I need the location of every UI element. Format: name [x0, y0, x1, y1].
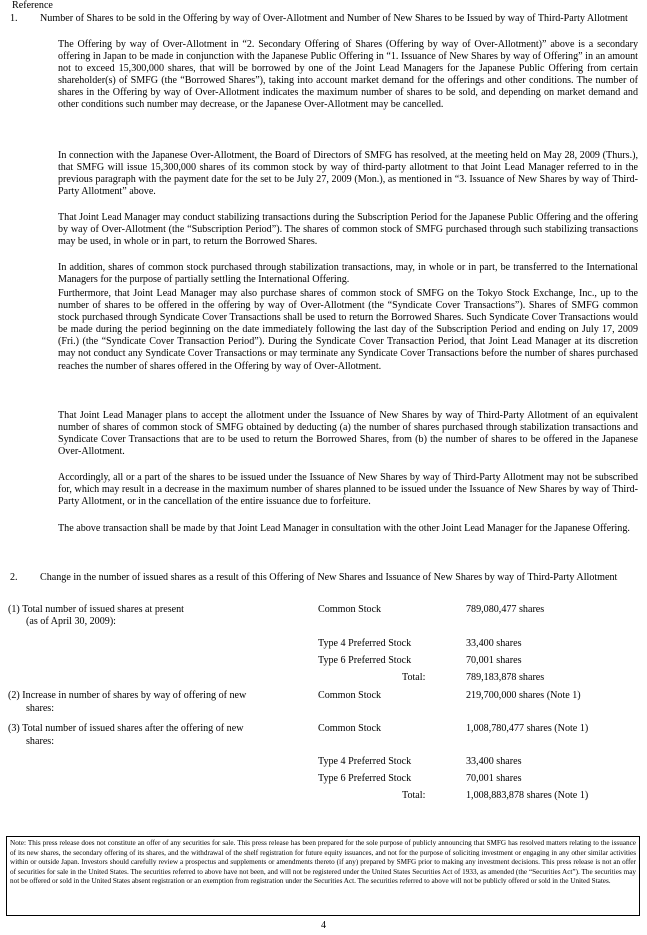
section-1-number: 1.: [10, 13, 18, 24]
reference-heading: Reference: [12, 0, 53, 11]
share-count: 789,080,477 shares: [466, 604, 545, 615]
table-row: [0, 723, 647, 737]
stock-type: Type 6 Preferred Stock: [318, 655, 412, 666]
section-1-paragraph: The Offering by way of Over-Allotment in “2. Secondary Offering of Shares (Offering by way of Over-Allotment)” above is a secondary offering in Japan to be made in conjunction with the Japanese Public Offering in “1. Issuance of New Shares by way of Offering” in an amount not to exceed 15,300,000 shares, that will be borrowed by one of the Joint Lead Managers for the Japanese Public Offering from certain shareholder(s) of SMFG (the “Borrowed Shares”), taking into account market demand for the offerings and other conditions. The number of shares in the Offering by way of Over-Allotment indicates the maximum number of shares to be sold, and depending on market demand and other conditions such number may decrease, or the Japanese Over-Allotment may be cancelled.: [58, 39, 638, 111]
table-row: [0, 638, 647, 652]
table-row: [0, 703, 647, 717]
row-label: (as of April 30, 2009):: [26, 616, 116, 627]
stock-type: Type 4 Preferred Stock: [318, 638, 412, 649]
share-count: 70,001 shares: [466, 773, 522, 784]
table-row: [0, 655, 647, 669]
page-number: 4: [320, 920, 327, 931]
table-row: [0, 773, 647, 787]
table-row: [0, 690, 647, 704]
section-1-paragraph: That Joint Lead Manager may conduct stabilizing transactions during the Subscription Period for the Japanese Public Offering and the offering by way of Over-Allotment (the “Subscription Period”). The shares of common stock of SMFG purchased through such stabilizing transactions may be used, in whole or in part, to return the Borrowed Shares.: [58, 212, 638, 248]
stock-type: Common Stock: [318, 604, 382, 615]
table-row: [0, 790, 647, 804]
table-row: [0, 672, 647, 686]
section-1-paragraph: The above transaction shall be made by that Joint Lead Manager in consultation with the other Joint Lead Manager for the Japanese Offering.: [58, 523, 630, 534]
share-count: 70,001 shares: [466, 655, 522, 666]
stock-type: Type 4 Preferred Stock: [318, 756, 412, 767]
section-1-title: Number of Shares to be sold in the Offering by way of Over-Allotment and Number of New Shares to be Issued by way of Third-Party Allotment: [40, 13, 628, 24]
table-row: [0, 736, 647, 750]
disclaimer-note: Note: This press release does not constitute an offer of any securities for sale. This press release has been prepared for the sole purpose of publicly announcing that SMFG has resolved matters relating to the issuance of its new shares, the secondary offering of its shares, and the withdrawal of the shelf registration for future equity issuances, and not for the purpose of soliciting investment or engaging in any other similar activities within or outside Japan. Investors should carefully review a prospectus and supplements or amendments thereto (if any) prepared by SMFG prior to making any investment decisions. This press release is not an offer of securities for sale in the United States. The securities referred to above have not been, and will not be registered under the United States Securities Act of 1933, as amended (the “Securities Act”). The securities may not be offered or sold in the United States absent registration or an exemption from registration under the Securities Act. The securities referred to above will not be publicly offered or sold in the United States.: [6, 836, 640, 916]
share-count: 1,008,883,878 shares (Note 1): [466, 790, 589, 801]
share-count: 219,700,000 shares (Note 1): [466, 690, 581, 701]
section-2-title: Change in the number of issued shares as a result of this Offering of New Shares and Issuance of New Shares by way of Third-Party Allotment: [40, 572, 618, 583]
section-1-paragraph: Accordingly, all or a part of the shares to be issued under the Issuance of New Shares by way of Third-Party Allotment may not be subscribed for, which may result in a decrease in the maximum number of shares planned to be issued under the Issuance of New Shares by way of Third-Party Allotment, or in the cancellation of the entire issuance due to forfeiture.: [58, 472, 638, 508]
table-row: [0, 616, 647, 630]
share-count: 33,400 shares: [466, 638, 522, 649]
section-1-paragraph: Furthermore, that Joint Lead Manager may also purchase shares of common stock of SMFG on the Tokyo Stock Exchange, Inc., up to the number of shares to be offered in the offering by way of Over-Allotment (the “Syndicate Cover Transactions”). Shares of SMFG common stock purchased through Syndicate Cover Transactions shall be used to return the Borrowed Shares. Such Syndicate Cover Transactions would be made during the period beginning on the date immediately following the last day of the Subscription Period and ending on July 17, 2009 (Fri.) (the “Syndicate Cover Transaction Period”). During the Syndicate Cover Transaction Period, that Joint Lead Manager at its discretion may not conduct any Syndicate Cover Transactions or may terminate any Syndicate Cover Transactions before the number of shares purchased reaches the number of shares offered in the Offering by way of Over-Allotment.: [58, 288, 638, 372]
section-1-paragraph: That Joint Lead Manager plans to accept the allotment under the Issuance of New Shares by way of Third-Party Allotment of an equivalent number of shares of common stock of SMFG obtained by deducting (a) the number of shares purchased through stabilization transactions and Syndicate Cover Transactions that are to be used to return the Borrowed Shares, from (b) the number of shares to be offered in the Japanese Over-Allotment.: [58, 410, 638, 458]
share-count: 1,008,780,477 shares (Note 1): [466, 723, 589, 734]
section-1-paragraph: In connection with the Japanese Over-Allotment, the Board of Directors of SMFG has resolved, at the meeting held on May 28, 2009 (Thurs.), that SMFG will issue 15,300,000 shares of its common stock by way of third-party allotment to that Joint Lead Manager referred to in the previous paragraph with the payment date for the set to be July 27, 2009 (Mon.), as mentioned in “3. Issuance of New Shares by way of Third-Party Allotment” above.: [58, 150, 638, 198]
share-count: 789,183,878 shares: [466, 672, 545, 683]
row-label: (3) Total number of issued shares after the offering of new: [8, 723, 244, 734]
row-label: shares:: [26, 703, 55, 714]
total-label: Total:: [402, 790, 426, 801]
stock-type: Type 6 Preferred Stock: [318, 773, 412, 784]
table-row: [0, 756, 647, 770]
row-label: shares:: [26, 736, 55, 747]
share-count: 33,400 shares: [466, 756, 522, 767]
stock-type: Common Stock: [318, 723, 382, 734]
section-2-number: 2.: [10, 572, 18, 583]
row-label: (2) Increase in number of shares by way of offering of new: [8, 690, 247, 701]
stock-type: Common Stock: [318, 690, 382, 701]
row-label: (1) Total number of issued shares at present: [8, 604, 184, 615]
total-label: Total:: [402, 672, 426, 683]
section-1-paragraph: In addition, shares of common stock purchased through stabilization transactions, may, in whole or in part, be transferred to the International Managers for the purpose of partially settling the International Offering.: [58, 262, 638, 286]
